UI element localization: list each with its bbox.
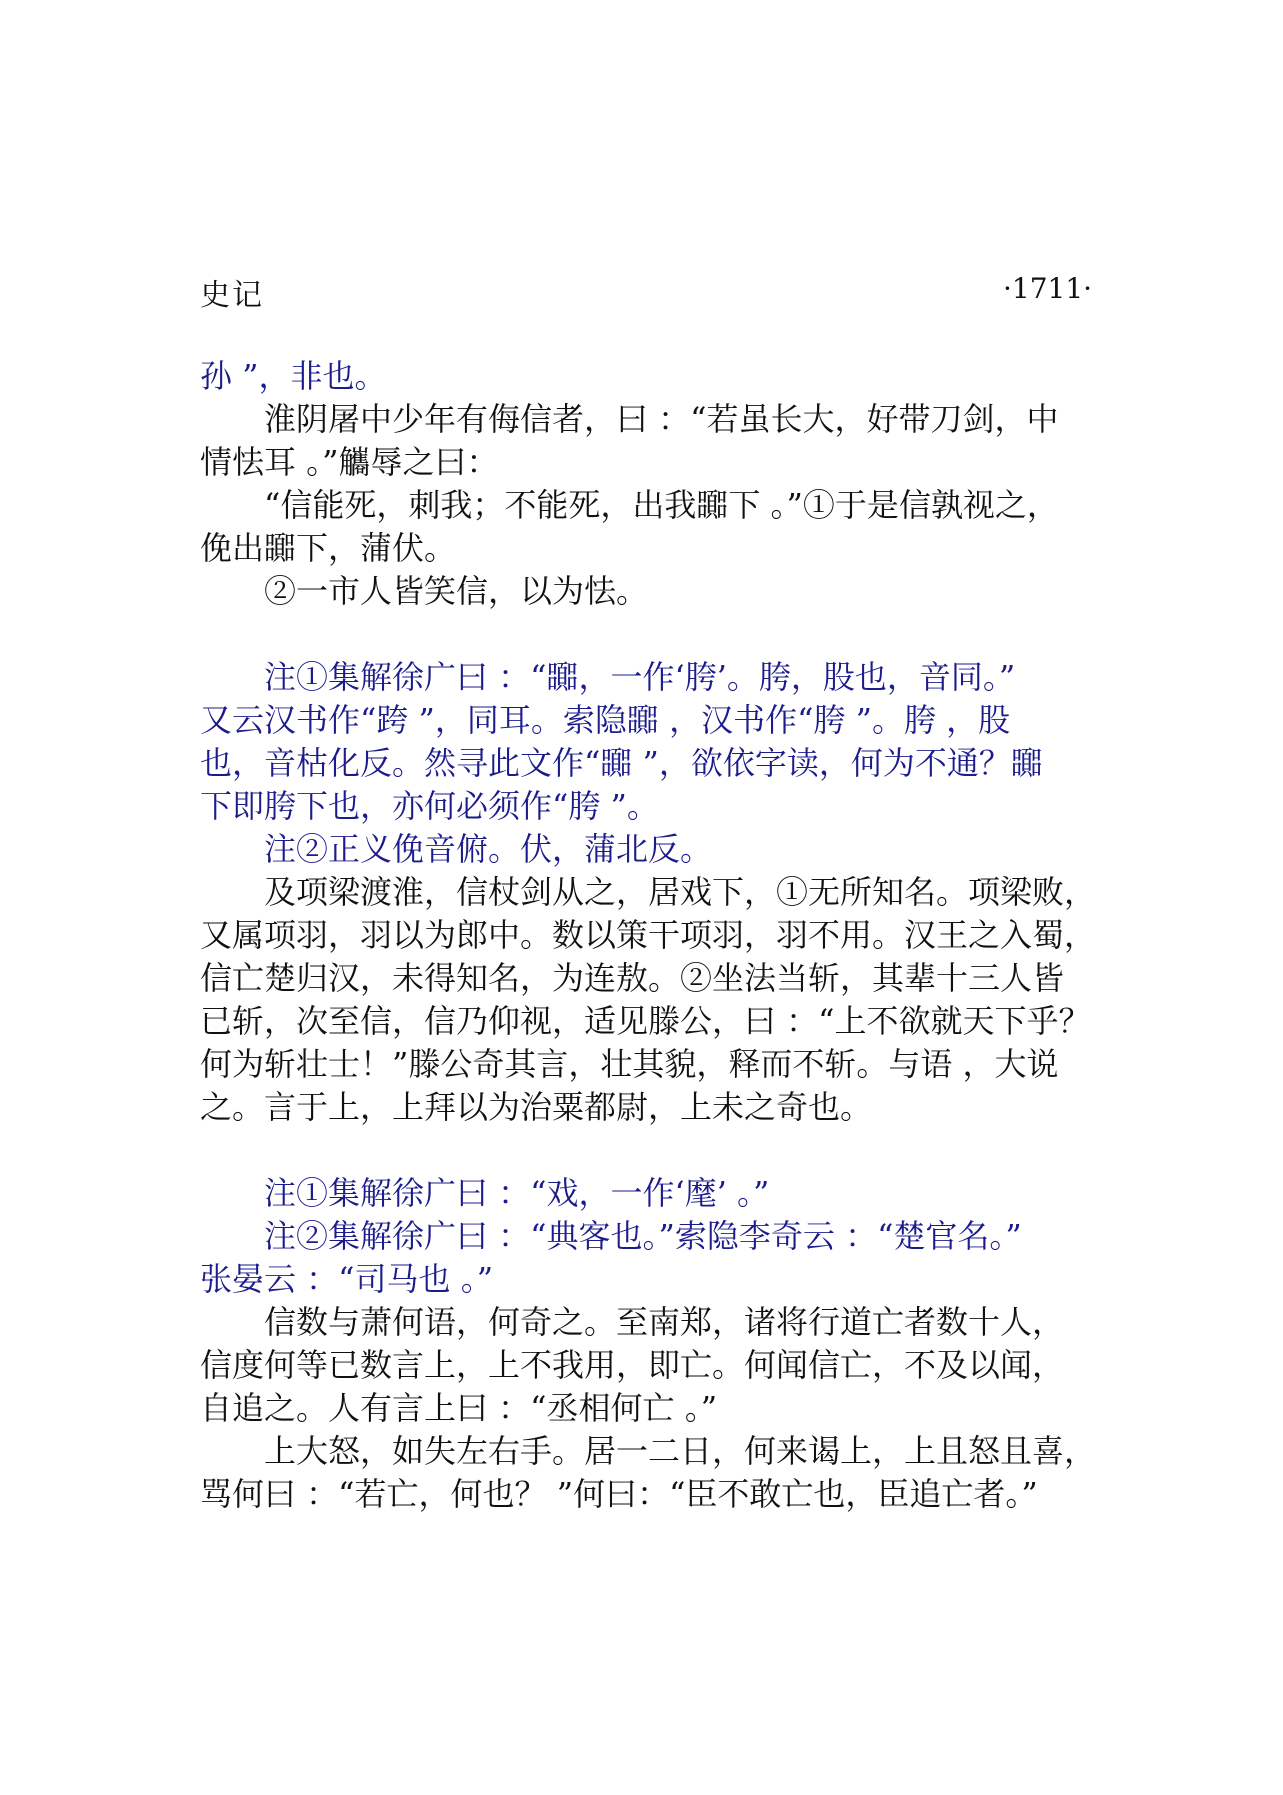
text-line: 骂何曰 ：“若亡，何也？ ”何曰：“臣不敢亡也，臣追亡者。” xyxy=(200,1475,1038,1513)
note-line: 注①集解徐广曰 ：“嚻，一作‘胯’。胯，股也，音同。” xyxy=(200,658,1016,696)
text-line: “信能死，刺我；不能死，出我嚻下 。”①于是信孰视之， xyxy=(200,486,1059,524)
page-body xyxy=(200,355,1100,1516)
paragraph-gap xyxy=(200,613,1100,656)
text-line: 淮阴屠中少年有侮信者，曰 ：“若虽长大，好带刀剑，中 xyxy=(200,400,1059,438)
text-line: 俛出嚻下，蒲伏。 xyxy=(200,529,457,567)
text-line: 信数与萧何语，何奇之。至南郑，诸将行道亡者数十人， xyxy=(200,1303,1065,1341)
paragraph-gap xyxy=(200,1129,1100,1172)
note-line: 下即胯下也，亦何必须作“胯 ”。 xyxy=(200,787,659,825)
note-line: 孙 ”，非也。 xyxy=(200,357,387,395)
text-line: 自追之。人有言上曰 ：“丞相何亡 。” xyxy=(200,1389,718,1427)
text-line: 信度何等已数言上，上不我用，即亡。何闻信亡，不及以闻， xyxy=(200,1346,1065,1384)
note-line: 注②集解徐广曰 ：“典客也。”索隐李奇云 ：“楚官名。” xyxy=(200,1217,1022,1255)
book-title: 史记 xyxy=(200,278,264,313)
text-line: 之。言于上，上拜以为治粟都尉，上未之奇也。 xyxy=(200,1088,873,1126)
text-line: 何为斩壮士！”滕公奇其言，壮其貌，释而不斩。与语 ，大说 xyxy=(200,1045,1059,1083)
page-number: ·1711· xyxy=(1003,272,1093,305)
text-line: 上大怒，如失左右手。居一二日，何来谒上，上且怒且喜， xyxy=(200,1432,1097,1470)
text-line: 已斩，次至信，信乃仰视，适见滕公，曰 ：“上不欲就天下乎？ xyxy=(200,1002,1091,1040)
text-line: 及项梁渡淮，信杖剑从之，居戏下，①无所知名。项梁败， xyxy=(200,873,1097,911)
note-line: 张晏云 ：“司马也 。” xyxy=(200,1260,494,1298)
note-line: 又云汉书作“跨 ”，同耳。索隐嚻 ，汉书作“胯 ”。胯 ，股 xyxy=(200,701,1011,739)
text-line: 信亡楚归汉，未得知名，为连敖。②坐法当斩，其辈十三人皆 xyxy=(200,959,1065,997)
text-line: 又属项羽，羽以为郎中。数以策干项羽，羽不用。汉王之入蜀， xyxy=(200,916,1097,954)
note-line: 也，音枯化反。然寻此文作“嚻 ”，欲依字读，何为不通？嚻 xyxy=(200,744,1043,782)
note-line: 注①集解徐广曰 ：“戏，一作‘麾’ 。” xyxy=(200,1174,770,1212)
text-line: ②一市人皆笑信，以为怯。 xyxy=(200,572,649,610)
text-line: 情怯耳 。”觿辱之曰： xyxy=(200,443,499,481)
note-line: 注②正义俛音俯。伏，蒲北反。 xyxy=(200,830,713,868)
